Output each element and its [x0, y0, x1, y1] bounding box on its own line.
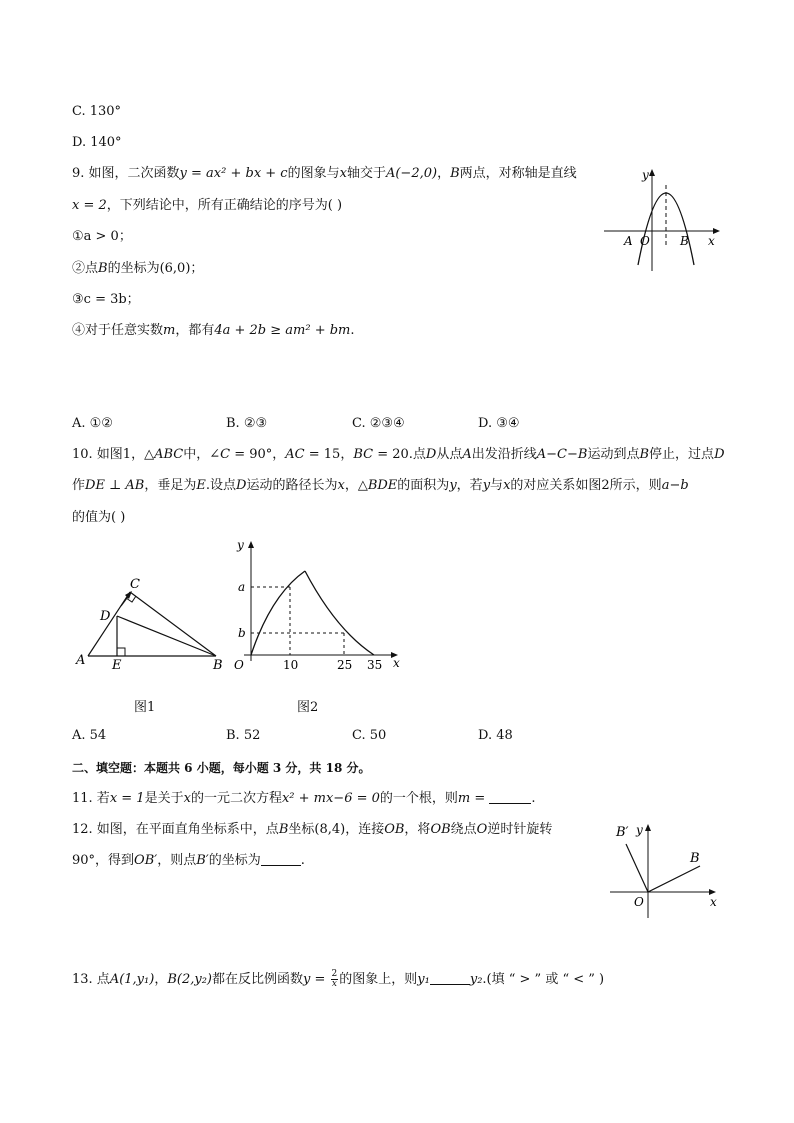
q13-text: .(填 “ > ” 或 “ < ” ) — [482, 972, 605, 987]
q13-stem — [72, 970, 604, 989]
q13-var: y₁ — [417, 972, 430, 987]
q10-var: x — [337, 478, 345, 493]
q10-text: 的面积为 — [397, 478, 450, 493]
q13-text: ， — [154, 972, 168, 987]
q8-option-c: C. 130° — [72, 104, 122, 119]
y-axis-arrow — [649, 169, 655, 176]
q10-var: B — [639, 447, 650, 462]
q9-text: 9. 如图，二次函数 — [72, 166, 180, 181]
q13-text: 13. 点 — [72, 972, 110, 987]
q10-text: 与 — [490, 478, 504, 493]
q10-stem-line2 — [72, 477, 689, 495]
tick-35: 35 — [367, 658, 383, 672]
q10-var: A−C−B — [536, 447, 588, 462]
q9-option-c: C. ②③④ — [352, 416, 405, 431]
q10-text: ，△ — [344, 478, 368, 493]
q13-text: = — [310, 972, 330, 987]
q13-var: y₂ — [469, 972, 483, 987]
q10-var: y — [482, 478, 491, 493]
q12-text: ，则点 — [157, 853, 197, 868]
q10-var: A — [462, 447, 472, 462]
q9-text: ，下列结论中，所有正确结论的序号为( ) — [106, 198, 343, 213]
q11-answer-blank[interactable] — [489, 803, 531, 804]
q9-text: 的坐标为(6,0)； — [107, 261, 204, 276]
q10-var: AC — [285, 447, 305, 462]
q9-stem-line2 — [72, 197, 342, 215]
q9-stem-line1 — [72, 165, 577, 183]
q9-var: m — [163, 323, 176, 338]
label-b-prime: B′ — [616, 825, 629, 840]
y-axis-arrow — [645, 824, 651, 831]
q12-text: . — [300, 853, 305, 868]
x-label: x — [708, 234, 715, 248]
y-label: y — [642, 168, 649, 182]
q10-stem-line3: 的值为( ) — [72, 510, 126, 525]
q10-figure1-caption: 图1 — [134, 700, 156, 715]
q12-var: B′ — [196, 853, 209, 868]
q11-text: . — [531, 791, 536, 806]
q12-text: 12. 如图，在平面直角坐标系中，点 — [72, 822, 279, 837]
q13-answer-blank[interactable] — [430, 984, 470, 985]
q10-text: 的对应关系如图2所示，则 — [510, 478, 662, 493]
q12-text: 逆时针旋转 — [487, 822, 553, 837]
q12-text: ，将 — [404, 822, 431, 837]
segment-ob — [648, 866, 700, 892]
x-label: x — [710, 895, 717, 909]
q10-option-b: B. 52 — [226, 728, 261, 743]
q10-var: D — [714, 447, 725, 462]
q9-inequality: 4a + 2b ≥ am² + bm — [214, 323, 351, 338]
q12-text: 绕点 — [450, 822, 477, 837]
q12-stem-line2 — [72, 852, 305, 870]
y-label: y — [636, 823, 643, 837]
label-c: C — [130, 577, 140, 592]
x-label: x — [393, 656, 400, 670]
q9-equation: y = ax² + bx + c — [179, 166, 288, 181]
q10-text: 停止，过点 — [649, 447, 715, 462]
q13-text: 的图象上，则 — [339, 972, 418, 987]
q11-var: m — [457, 791, 471, 806]
q11-text: 是关于 — [144, 791, 184, 806]
q10-option-d: D. 48 — [478, 728, 513, 743]
q9-option-d: D. ③④ — [478, 416, 520, 431]
fraction-denominator: x — [331, 979, 337, 989]
q11-stem — [72, 790, 536, 808]
q12-var: B — [278, 822, 289, 837]
q10-text: 中，∠ — [183, 447, 221, 462]
q10-var: BDE — [367, 478, 398, 493]
q9-text: ， — [437, 166, 451, 181]
q10-text: = 90°， — [230, 447, 286, 462]
label-e: E — [112, 658, 122, 673]
q10-text: = 20.点 — [373, 447, 426, 462]
q11-equation: x² + mx−6 = 0 — [281, 791, 380, 806]
q11-text: = — [470, 791, 490, 806]
origin-label: O — [640, 234, 650, 248]
q13-var: y — [303, 972, 311, 987]
q9-text: 两点，对称轴是直线 — [459, 166, 577, 181]
q12-answer-blank[interactable] — [261, 865, 301, 866]
label-b: B — [213, 658, 223, 673]
q12-var: OB — [384, 822, 405, 837]
label-b: B — [690, 851, 700, 866]
q10-text: 作 — [72, 478, 86, 493]
q10-var: y — [449, 478, 457, 493]
q9-text: . — [350, 323, 355, 338]
q9-option-b: B. ②③ — [226, 416, 268, 431]
q12-text: 坐标(8,4)，连接 — [288, 822, 385, 837]
point-b-label: B — [680, 234, 689, 248]
q12-text: 90°，得到 — [72, 853, 135, 868]
q12-var: O — [476, 822, 488, 837]
q10-var: BC — [353, 447, 374, 462]
q9-parabola-graph — [600, 165, 730, 275]
tick-25: 25 — [337, 658, 353, 672]
y-axis-arrow — [248, 541, 254, 548]
origin-label: O — [234, 658, 244, 672]
q10-stem-line1 — [72, 446, 725, 464]
q9-conclusion-4 — [72, 322, 355, 340]
q9-text: ④对于任意实数 — [72, 323, 164, 338]
q10-option-c: C. 50 — [352, 728, 387, 743]
curve-fall — [305, 571, 374, 655]
q10-var: C — [220, 447, 231, 462]
q9-option-a: A. ①② — [72, 416, 113, 431]
section-heading: 二、填空题：本题共 6 小题，每小题 3 分，共 18 分。 — [72, 761, 371, 775]
q9-text: 轴交于 — [346, 166, 386, 181]
q9-point-a: A(−2,0) — [385, 166, 438, 181]
q9-conclusion-3: ③c = 3b； — [72, 292, 140, 307]
tick-a: a — [238, 580, 246, 594]
q13-point-a: A(1,y₁) — [109, 972, 155, 987]
q11-text: 11. 若 — [72, 791, 110, 806]
y-label: y — [237, 538, 244, 552]
right-angle-e — [117, 648, 125, 656]
q12-stem-line1 — [72, 821, 552, 839]
q10-figure1 — [72, 572, 232, 672]
label-a: A — [76, 653, 86, 668]
q10-text: ，垂足为 — [144, 478, 197, 493]
q10-var: D — [236, 478, 247, 493]
q10-text: 运动到点 — [587, 447, 640, 462]
q9-text: ②点 — [72, 261, 99, 276]
label-d: D — [100, 609, 111, 624]
q10-var: a−b — [661, 478, 689, 493]
q9-axis-eq: x = 2 — [72, 198, 107, 213]
q13-fraction — [331, 970, 339, 989]
q11-var: x = 1 — [109, 791, 145, 806]
point-a-label: A — [624, 234, 633, 248]
q10-option-a: A. 54 — [72, 728, 107, 743]
q13-text: 都在反比例函数 — [211, 972, 303, 987]
q9-point-b: B — [98, 261, 108, 276]
q11-var: x — [183, 791, 191, 806]
q9-conclusion-1: ①a > 0； — [72, 229, 132, 244]
segment-ob-prime — [626, 844, 648, 892]
q11-text: 的一元二次方程 — [190, 791, 282, 806]
q10-figure2-caption: 图2 — [297, 700, 319, 715]
q10-figure2 — [226, 535, 411, 675]
curve-rise — [251, 571, 305, 655]
q10-text: 运动的路径长为 — [246, 478, 338, 493]
fraction-numerator: 2 — [331, 969, 338, 979]
q10-text: .设点 — [205, 478, 237, 493]
q8-option-d: D. 140° — [72, 135, 122, 150]
q9-point-b: B — [450, 166, 460, 181]
q10-var: ABC — [154, 447, 184, 462]
q12-text: 的坐标为 — [208, 853, 261, 868]
q10-text: 出发沿折线 — [471, 447, 537, 462]
q9-conclusion-2 — [72, 260, 203, 278]
q10-var: DE ⊥ AB — [85, 478, 145, 493]
q13-point-b: B(2,y₂) — [167, 972, 212, 987]
q10-text: = 15， — [304, 447, 354, 462]
segment-db — [117, 616, 216, 656]
origin-label: O — [634, 895, 644, 909]
q9-var: x — [339, 166, 347, 181]
q9-text: 的图象与 — [287, 166, 340, 181]
q10-text: ，若 — [456, 478, 483, 493]
tick-b: b — [238, 626, 246, 640]
q12-var: OB′ — [134, 853, 158, 868]
tick-10: 10 — [283, 658, 299, 672]
q12-coordinate-graph — [606, 820, 726, 920]
q12-var: OB — [430, 822, 451, 837]
q10-var: D — [425, 447, 437, 462]
q9-text: ，都有 — [175, 323, 215, 338]
q11-text: 的一个根，则 — [379, 791, 458, 806]
q10-text: 从点 — [436, 447, 463, 462]
q10-var: E — [196, 478, 206, 493]
q10-text: 10. 如图1，△ — [72, 447, 155, 462]
q10-var: x — [503, 478, 511, 493]
segment-cb — [130, 592, 216, 656]
